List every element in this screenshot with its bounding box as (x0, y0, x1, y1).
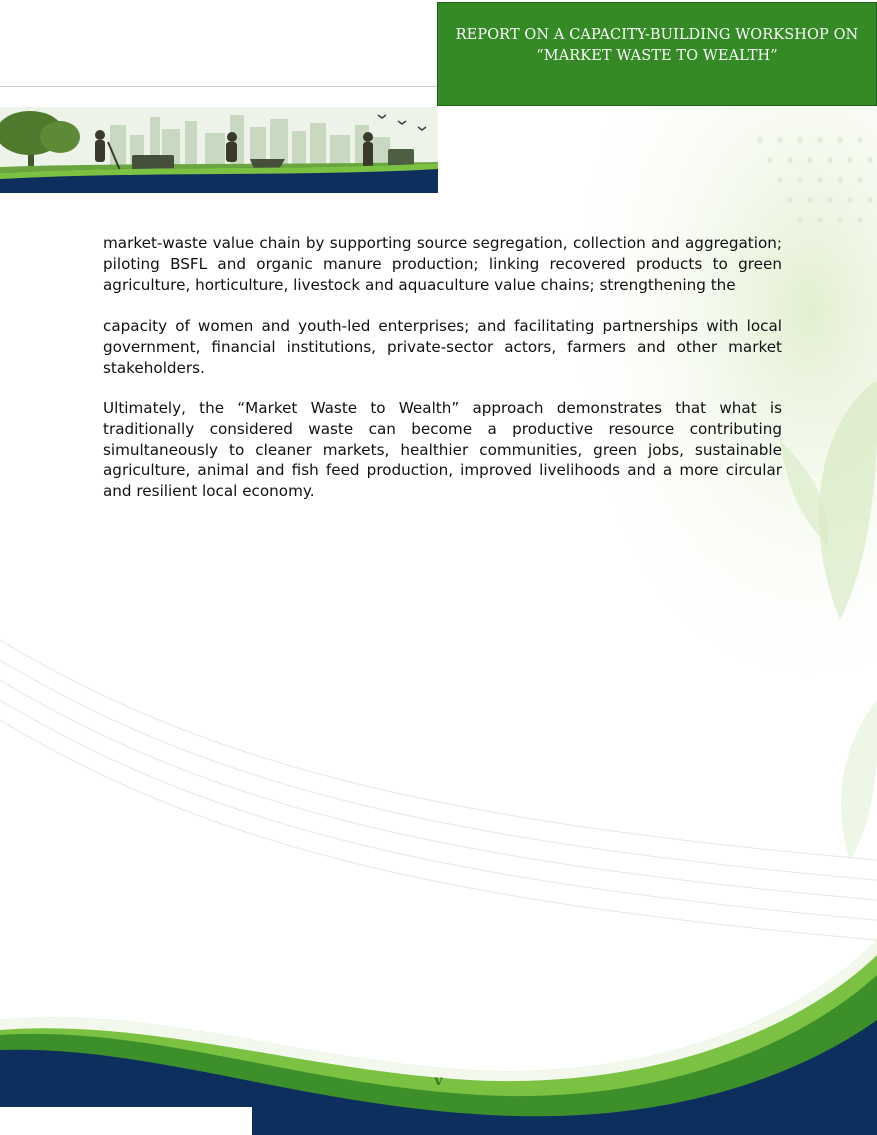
report-title-line2: “MARKET WASTE TO WEALTH” (536, 48, 778, 64)
page-number: v (434, 1073, 443, 1089)
footer-white-tab (0, 1107, 252, 1135)
report-title-box (437, 2, 877, 106)
body-paragraph-1: market-waste value chain by supporting source segregation, collection and aggregation; piloting BSFL and organic manure production; linking recovered products to green agriculture, horticulture, livestock and aquaculture value chains; strengthening the (103, 234, 782, 294)
body-paragraph-2: capacity of women and youth-led enterprises; and facilitating partnerships with local government, financial institutions, private-sector actors, farmers and other market stakeholders. (103, 317, 782, 377)
report-title-line1: REPORT ON A CAPACITY-BUILDING WORKSHOP ON (455, 27, 859, 43)
header-divider (0, 86, 437, 87)
waste-collection-banner-image (0, 107, 438, 193)
body-paragraph-3: Ultimately, the “Market Waste to Wealth” approach demonstrates that what is traditionally considered waste can become a productive resource contributing simultaneously to cleaner markets, healthier communities, green jobs, sustainable agriculture, animal and fish feed production, improved livelihoods and a more circular and resilient local economy. (103, 399, 782, 501)
